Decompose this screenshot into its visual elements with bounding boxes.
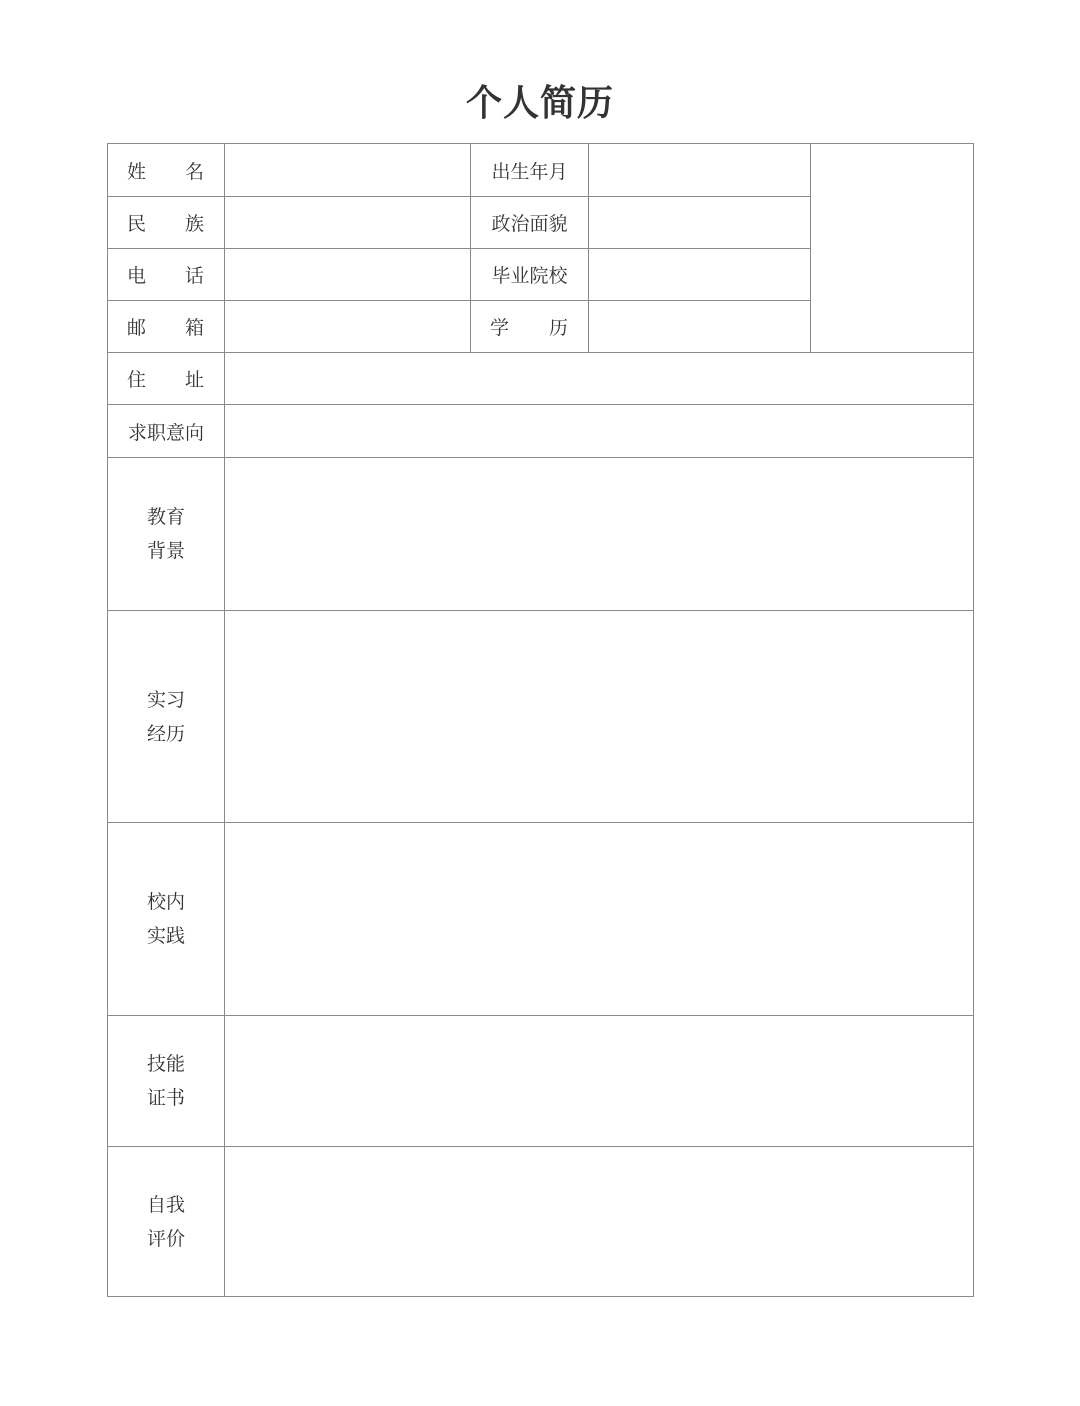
label-campus-line-1: 校内: [146, 891, 185, 913]
label-education-line-2: 背景: [146, 540, 185, 562]
label-degree-char-2: 历: [548, 317, 568, 339]
degree-field[interactable]: [589, 301, 811, 353]
label-address-char-1: 住: [127, 369, 147, 391]
row-address: [108, 353, 974, 405]
label-campus: [108, 823, 225, 1016]
birth-field[interactable]: [589, 144, 811, 197]
label-internship-line-2: 经历: [146, 722, 185, 745]
label-degree: [471, 301, 589, 353]
ethnicity-field[interactable]: [225, 197, 471, 249]
internship-field[interactable]: [225, 611, 974, 823]
label-political: 政治面貌: [471, 197, 589, 249]
label-degree-char-1: 学: [490, 317, 510, 339]
label-education-line-1: 教育: [146, 506, 185, 528]
label-intention: 求职意向: [108, 405, 225, 458]
row-education: [108, 458, 974, 611]
skills-field[interactable]: [225, 1016, 974, 1147]
label-birth: 出生年月: [471, 144, 589, 197]
phone-field[interactable]: [225, 249, 471, 301]
self-eval-field[interactable]: [225, 1147, 974, 1297]
label-name: [108, 144, 225, 197]
label-address: [108, 353, 225, 405]
label-ethnicity-char-1: 民: [127, 213, 147, 235]
intention-field[interactable]: [225, 405, 974, 458]
label-phone-char-1: 电: [127, 265, 147, 287]
campus-field[interactable]: [225, 823, 974, 1016]
label-self-eval: [108, 1147, 225, 1297]
label-internship-line-1: 实习: [146, 688, 185, 711]
row-skills: [108, 1016, 974, 1147]
email-field[interactable]: [225, 301, 471, 353]
label-self-eval-line-2: 评价: [146, 1227, 185, 1250]
photo-cell[interactable]: [811, 144, 974, 353]
address-field[interactable]: [225, 353, 974, 405]
label-internship: [108, 611, 225, 823]
page-title: 个人简历: [465, 83, 614, 124]
label-email-char-2: 箱: [184, 317, 204, 339]
row-internship: [108, 611, 974, 823]
label-self-eval-line-1: 自我: [146, 1193, 185, 1216]
education-field[interactable]: [225, 458, 974, 611]
label-skills: [108, 1016, 225, 1147]
label-phone: [108, 249, 225, 301]
resume-table: [107, 143, 974, 1297]
label-ethnicity-char-2: 族: [184, 213, 204, 235]
label-address-char-2: 址: [184, 369, 204, 391]
label-email-char-1: 邮: [127, 317, 147, 339]
label-ethnicity: [108, 197, 225, 249]
political-field[interactable]: [589, 197, 811, 249]
label-campus-line-2: 实践: [146, 925, 185, 947]
row-campus: [108, 823, 974, 1016]
label-skills-line-1: 技能: [146, 1053, 185, 1075]
school-field[interactable]: [589, 249, 811, 301]
name-field[interactable]: [225, 144, 471, 197]
label-name-char-1: 姓: [127, 160, 147, 183]
row-name-birth: [108, 144, 974, 197]
row-intention: [108, 405, 974, 458]
label-email: [108, 301, 225, 353]
label-education: [108, 458, 225, 611]
label-skills-line-2: 证书: [146, 1087, 185, 1109]
label-phone-char-2: 话: [184, 265, 204, 287]
row-self-eval: [108, 1147, 974, 1297]
label-name-char-2: 名: [184, 160, 204, 183]
label-school: 毕业院校: [471, 249, 589, 301]
